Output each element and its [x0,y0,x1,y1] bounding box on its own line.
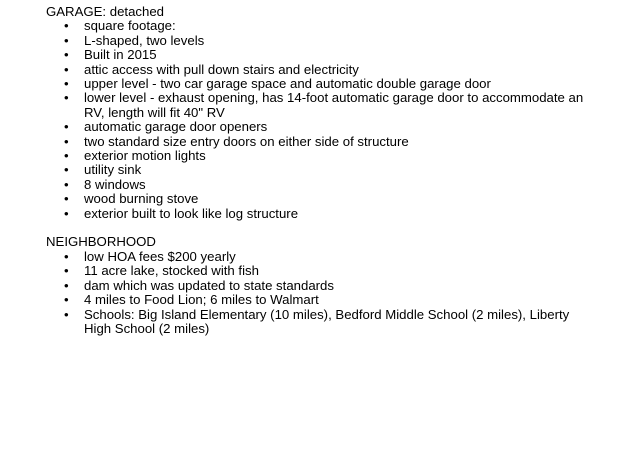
bullet-icon: • [64,162,69,178]
list-item [46,293,598,307]
list-item [46,264,598,278]
bullet-icon: • [64,47,69,63]
list-item [46,135,598,149]
list-item-text: Built in 2015 [84,47,157,63]
list-item [46,207,598,221]
list-item-text: 4 miles to Food Lion; 6 miles to Walmart [84,292,319,308]
list-item [46,192,598,206]
list-item [46,91,598,120]
list-item-text: 11 acre lake, stocked with fish [84,263,259,279]
list-item-text: dam which was updated to state standards [84,277,334,293]
list-item [46,163,598,177]
list-item [46,77,598,91]
neighborhood-section [46,235,640,336]
list-item-text: lower level - exhaust opening, has 14-foot automatic garage door to accommodate an RV, length will fit 40" RV [84,90,584,120]
list-item [46,149,598,163]
list-item [46,279,598,293]
list-item [46,63,598,77]
list-item [46,48,598,62]
list-item-text: low HOA fees $200 yearly [84,248,236,264]
list-item-text: utility sink [84,162,142,178]
bullet-icon: • [64,18,69,34]
bullet-icon: • [64,277,69,293]
list-item-text: exterior built to look like log structure [84,205,299,221]
list-item-text: two standard size entry doors on either side of structure [84,133,409,149]
list-item-text: L-shaped, two levels [84,32,205,48]
bullet-icon: • [64,76,69,92]
bullet-icon: • [64,176,69,192]
bullet-icon: • [64,263,69,279]
list-item-text: 8 windows [84,176,146,192]
list-item [46,178,598,192]
bullet-icon: • [64,292,69,308]
bullet-icon: • [64,119,69,135]
bullet-icon: • [64,205,69,221]
list-item-text: automatic garage door openers [84,119,268,135]
neighborhood-feature-list [46,250,640,336]
garage-feature-list [46,19,640,221]
list-item-text: square footage: [84,18,176,34]
garage-section [46,5,640,221]
bullet-icon: • [64,61,69,77]
list-item-text: upper level - two car garage space and automatic double garage door [84,76,491,92]
list-item [46,308,598,337]
list-item-text: Schools: Big Island Elementary (10 miles), Bedford Middle School (2 miles), Liberty High School (2 miles) [84,306,570,336]
garage-heading: GARAGE: detached [46,4,165,19]
list-item-text: attic access with pull down stairs and electricity [84,61,359,77]
neighborhood-heading: NEIGHBORHOOD [46,234,156,250]
bullet-icon: • [64,306,69,322]
list-item [46,250,598,264]
bullet-icon: • [64,248,69,264]
bullet-icon: • [64,90,69,106]
list-item-text: exterior motion lights [84,148,206,164]
list-item [46,19,598,33]
list-item-text: wood burning stove [84,191,199,207]
list-item [46,120,598,134]
list-item [46,34,598,48]
bullet-icon: • [64,133,69,149]
bullet-icon: • [64,148,69,164]
bullet-icon: • [64,32,69,48]
bullet-icon: • [64,191,69,207]
